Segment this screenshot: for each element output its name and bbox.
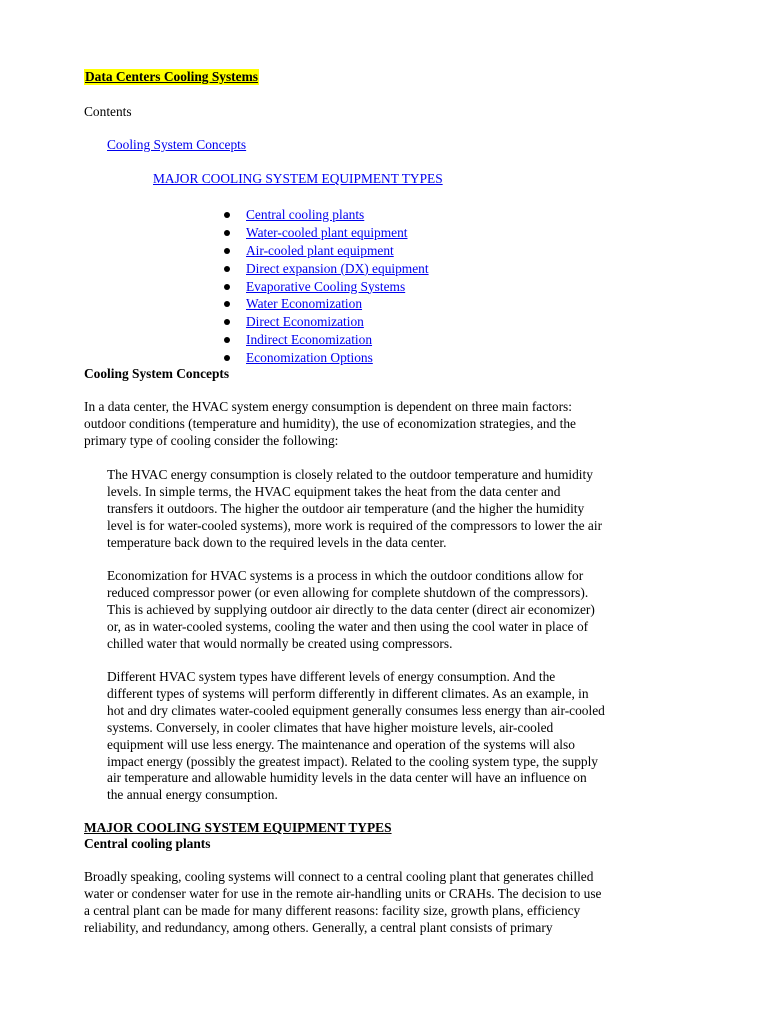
- outdoor-conditions-paragraph: [107, 467, 602, 552]
- bullet-icon: [224, 230, 230, 236]
- economization-paragraph: [107, 568, 595, 653]
- paragraph-line: transfers it outdoors. The higher the outdoor air temperature (and the higher the humidity: [107, 500, 585, 516]
- bullet-icon: [224, 266, 230, 272]
- document-title: Data Centers Cooling Systems: [85, 69, 258, 84]
- paragraph-line: The HVAC energy consumption is closely related to the outdoor temperature and humidity: [107, 467, 593, 482]
- paragraph-line: hot and dry climates water-cooled equipment generally consumes less energy than air-cooled: [107, 702, 605, 718]
- intro-paragraph: [84, 399, 576, 450]
- toc-list-item: [222, 206, 429, 224]
- paragraph-line: Different HVAC system types have different levels of energy consumption. And the: [107, 669, 556, 684]
- toc-link-indirect-economization[interactable]: Indirect Economization: [246, 332, 373, 348]
- bullet-icon: [224, 355, 230, 361]
- toc-list-item: [222, 242, 429, 260]
- paragraph-line: a central plant can be made for many different reasons: facility size, growth plans, efficiency: [84, 902, 581, 918]
- subsection-heading-central-cooling-plants: Central cooling plants: [84, 836, 211, 851]
- toc-link-evaporative-cooling-systems[interactable]: Evaporative Cooling Systems: [246, 278, 406, 294]
- paragraph-line: level is for water-cooled systems), more work is required of the compressors to lower the air: [107, 517, 603, 533]
- paragraph-line: water or condenser water for use in the remote air-handling units or CRAHs. The decision to use: [84, 885, 602, 901]
- toc-list-item: [222, 349, 429, 367]
- toc-list-item: [222, 260, 429, 278]
- toc-link-major-equipment-types[interactable]: MAJOR COOLING SYSTEM EQUIPMENT TYPES: [153, 171, 443, 186]
- toc-list-item: [222, 224, 429, 242]
- paragraph-line: In a data center, the HVAC system energy consumption is dependent on three main factors:: [84, 399, 572, 414]
- toc-list-item: [222, 278, 429, 296]
- paragraph-line: outdoor conditions (temperature and humidity), the use of economization strategies, and the: [84, 415, 576, 431]
- paragraph-line: reliability, and redundancy, among others. Generally, a central plant consists of primary: [84, 919, 553, 935]
- bullet-icon: [224, 319, 230, 325]
- toc-list-item: [222, 295, 429, 313]
- toc-link-central-cooling-plants[interactable]: Central cooling plants: [246, 207, 365, 222]
- bullet-icon: [224, 248, 230, 254]
- toc-link-direct-economization[interactable]: Direct Economization: [246, 314, 364, 330]
- paragraph-line: Economization for HVAC systems is a process in which the outdoor conditions allow for: [107, 568, 584, 583]
- section-heading-major-equipment-types: MAJOR COOLING SYSTEM EQUIPMENT TYPES: [84, 820, 392, 835]
- paragraph-line: reduced compressor power (or even allowing for complete shutdown of the compressors).: [107, 584, 589, 600]
- central-plants-paragraph: [84, 869, 602, 937]
- toc-link-water-economization[interactable]: Water Economization: [246, 296, 363, 312]
- toc-list-item: [222, 331, 429, 349]
- paragraph-line: or, as in water-cooled systems, cooling the water and then using the cool water in place of: [107, 618, 589, 634]
- toc-link-water-cooled-plant-equipment[interactable]: Water-cooled plant equipment: [246, 224, 408, 240]
- paragraph-line: chilled water that would normally be created using compressors.: [107, 635, 453, 651]
- system-types-paragraph: [107, 669, 605, 804]
- toc-list-item: [222, 313, 429, 331]
- contents-label: Contents: [84, 104, 132, 119]
- bullet-icon: [224, 212, 230, 218]
- toc-link-direct-expansion-equipment[interactable]: Direct expansion (DX) equipment: [246, 260, 429, 276]
- toc-link-cooling-system-concepts[interactable]: Cooling System Concepts: [107, 137, 247, 152]
- paragraph-line: the annual energy consumption.: [107, 787, 278, 803]
- paragraph-line: levels. In simple terms, the HVAC equipment takes the heat from the data center and: [107, 483, 561, 499]
- toc-link-air-cooled-plant-equipment[interactable]: Air-cooled plant equipment: [246, 242, 394, 258]
- paragraph-line: systems. Conversely, in cooler climates that have higher moisture levels, air-cooled: [107, 719, 554, 735]
- paragraph-line: impact energy (possibly the greatest impact). Related to the cooling system type, the supply: [107, 753, 599, 769]
- paragraph-line: air temperature and allowable humidity levels in the data center will have an influence on: [107, 770, 587, 786]
- paragraph-line: primary type of cooling consider the following:: [84, 432, 339, 448]
- paragraph-line: different types of systems will perform differently in different climates. As an example, in: [107, 685, 589, 701]
- paragraph-line: equipment will use less energy. The maintenance and operation of the systems will also: [107, 736, 575, 752]
- paragraph-line: temperature back down to the required levels in the data center.: [107, 534, 447, 550]
- bullet-icon: [224, 284, 230, 290]
- toc-link-economization-options[interactable]: Economization Options: [246, 350, 373, 366]
- paragraph-line: This is achieved by supplying outdoor air directly to the data center (direct air economizer): [107, 601, 595, 617]
- bullet-icon: [224, 301, 230, 307]
- section-heading-cooling-system-concepts: Cooling System Concepts: [84, 366, 230, 381]
- toc-list: [222, 206, 429, 367]
- paragraph-line: Broadly speaking, cooling systems will connect to a central cooling plant that generates chilled: [84, 869, 594, 884]
- bullet-icon: [224, 337, 230, 343]
